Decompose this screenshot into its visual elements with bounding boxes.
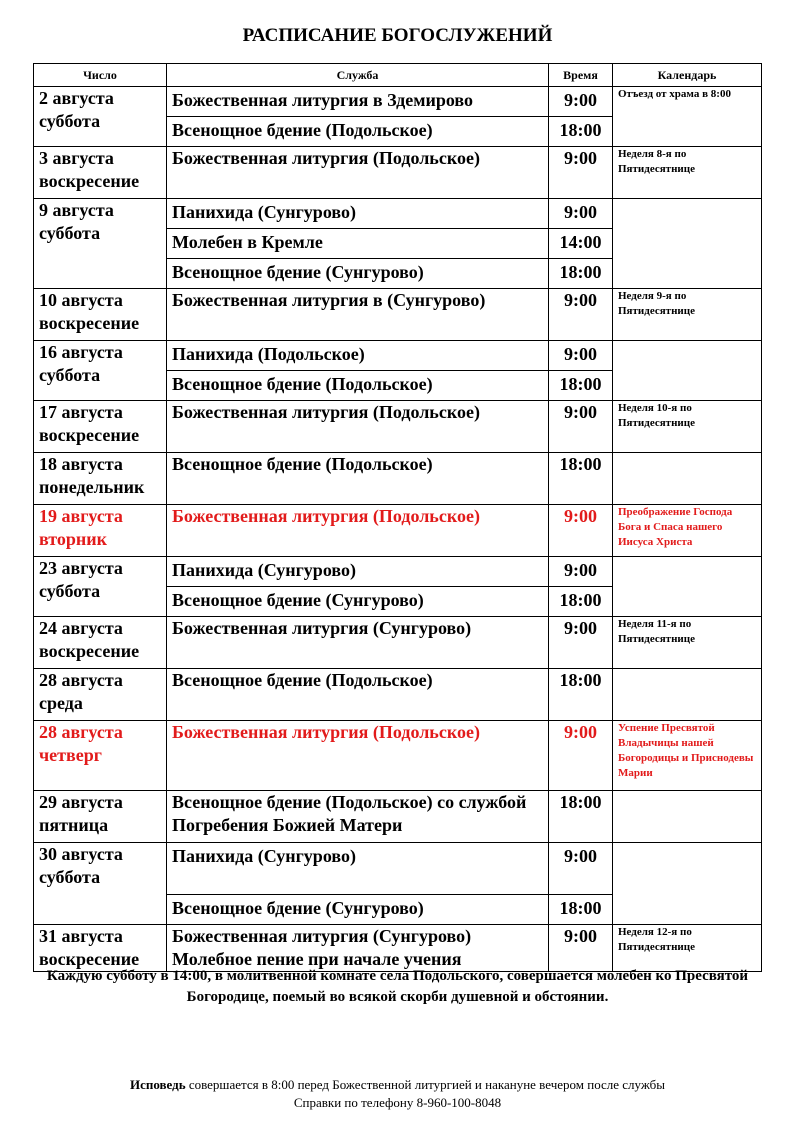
time-cell: 18:00 — [549, 587, 613, 617]
date-cell — [34, 925, 167, 972]
time-cell: 9:00 — [549, 505, 613, 557]
date-label: 24 августа — [39, 618, 123, 638]
time-cell: 9:00 — [549, 925, 613, 972]
confession-text: совершается в 8:00 перед Божественной литургией и накануне вечером после службы — [185, 1077, 666, 1092]
service-cell: Всенощное бдение (Подольское) — [167, 117, 549, 147]
weekday-label: суббота — [39, 581, 101, 601]
footer-note: Каждую субботу в 14:00, в молитвенной комнате села Подольского, совершается молебен ко Пресвятой Богородице, поемый во всякой скорби душевной и обстоянии. — [46, 968, 749, 1005]
calendar-cell: Отъезд от храма в 8:00 — [613, 87, 762, 147]
weekday-label: воскресение — [39, 313, 140, 333]
time-cell: 18:00 — [549, 371, 613, 401]
calendar-cell: Неделя 12-я по Пятидесятнице — [613, 925, 762, 972]
calendar-cell — [613, 791, 762, 843]
time-cell: 18:00 — [549, 669, 613, 721]
time-cell: 18:00 — [549, 259, 613, 289]
weekday-label: понедельник — [39, 477, 145, 497]
calendar-cell — [613, 557, 762, 617]
phone-line: Справки по телефону 8-960-100-8048 — [293, 1095, 502, 1110]
date-cell — [34, 289, 167, 341]
weekday-label: вторник — [39, 529, 108, 549]
time-cell: 14:00 — [549, 229, 613, 259]
calendar-cell — [613, 669, 762, 721]
date-cell — [34, 617, 167, 669]
table-row — [34, 925, 762, 972]
service-cell: Панихида (Сунгурово) — [167, 199, 549, 229]
weekday-label: суббота — [39, 111, 101, 131]
date-label: 28 августа — [39, 670, 123, 690]
date-cell — [34, 791, 167, 843]
weekday-label: среда — [39, 693, 83, 713]
calendar-cell — [613, 199, 762, 289]
date-label: 17 августа — [39, 402, 123, 422]
calendar-cell: Преображение Господа Бога и Спаса нашего Иисуса Христа — [613, 505, 762, 557]
time-cell: 9:00 — [549, 87, 613, 117]
calendar-cell: Неделя 8-я по Пятидесятнице — [613, 147, 762, 199]
time-cell: 18:00 — [549, 453, 613, 505]
service-cell: Божественная литургия (Сунгурово) Молебное пение при начале учения — [167, 925, 549, 972]
weekday-label: четверг — [39, 745, 102, 765]
time-cell: 9:00 — [549, 341, 613, 371]
table-row — [34, 401, 762, 453]
date-label: 2 августа — [39, 88, 114, 108]
time-cell: 9:00 — [549, 401, 613, 453]
calendar-cell — [613, 843, 762, 925]
table-row — [34, 721, 762, 791]
time-cell: 9:00 — [549, 843, 613, 895]
table-row — [34, 791, 762, 843]
service-cell: Всенощное бдение (Подольское) со службой Погребения Божией Матери — [167, 791, 549, 843]
date-label: 19 августа — [39, 506, 123, 526]
service-cell: Божественная литургия (Подольское) — [167, 505, 549, 557]
time-cell: 9:00 — [549, 617, 613, 669]
table-row — [34, 453, 762, 505]
confession-note — [30, 1076, 765, 1094]
calendar-cell: Неделя 10-я по Пятидесятнице — [613, 401, 762, 453]
header-date: Число — [34, 64, 167, 87]
service-cell: Всенощное бдение (Подольское) — [167, 371, 549, 401]
time-cell: 9:00 — [549, 289, 613, 341]
service-cell: Панихида (Сунгурово) — [167, 843, 549, 895]
calendar-cell — [613, 453, 762, 505]
service-cell: Божественная литургия (Подольское) — [167, 147, 549, 199]
time-cell: 9:00 — [549, 557, 613, 587]
weekday-label: суббота — [39, 867, 101, 887]
date-cell — [34, 199, 167, 289]
date-label: 9 августа — [39, 200, 114, 220]
date-cell — [34, 557, 167, 617]
date-label: 29 августа — [39, 792, 123, 812]
table-row — [34, 147, 762, 199]
header-service: Служба — [167, 64, 549, 87]
service-cell: Всенощное бдение (Сунгурово) — [167, 587, 549, 617]
table-row — [34, 341, 762, 371]
service-cell: Божественная литургия (Подольское) — [167, 401, 549, 453]
calendar-cell — [613, 341, 762, 401]
weekday-label: воскресение — [39, 641, 140, 661]
table-row — [34, 557, 762, 587]
service-cell: Всенощное бдение (Сунгурово) — [167, 895, 549, 925]
weekday-label: воскресение — [39, 949, 140, 969]
table-row — [34, 617, 762, 669]
weekday-label: пятница — [39, 815, 109, 835]
page-title: РАСПИСАНИЕ БОГОСЛУЖЕНИЙ — [242, 25, 553, 46]
header-time: Время — [549, 64, 613, 87]
weekday-label: воскресение — [39, 171, 140, 191]
date-cell — [34, 453, 167, 505]
date-label: 3 августа — [39, 148, 114, 168]
schedule-table — [33, 63, 762, 972]
header-calendar: Календарь — [613, 64, 762, 87]
calendar-cell: Успение Пресвятой Владычицы нашей Богородицы и Приснодевы Марии — [613, 721, 762, 791]
date-cell — [34, 401, 167, 453]
date-label: 28 августа — [39, 722, 123, 742]
date-cell — [34, 669, 167, 721]
service-cell: Панихида (Сунгурово) — [167, 557, 549, 587]
weekday-label: воскресение — [39, 425, 140, 445]
date-label: 30 августа — [39, 844, 123, 864]
date-label: 10 августа — [39, 290, 123, 310]
table-row — [34, 87, 762, 117]
time-cell: 9:00 — [549, 199, 613, 229]
service-cell: Панихида (Подольское) — [167, 341, 549, 371]
date-label: 16 августа — [39, 342, 123, 362]
date-cell — [34, 147, 167, 199]
service-cell: Божественная литургия (Подольское) — [167, 721, 549, 791]
time-cell: 18:00 — [549, 791, 613, 843]
time-cell: 18:00 — [549, 895, 613, 925]
calendar-cell: Неделя 11-я по Пятидесятнице — [613, 617, 762, 669]
weekday-label: суббота — [39, 223, 101, 243]
table-header-row — [34, 64, 762, 87]
date-cell — [34, 505, 167, 557]
time-cell: 9:00 — [549, 721, 613, 791]
table-row — [34, 289, 762, 341]
date-label: 31 августа — [39, 926, 123, 946]
service-cell: Божественная литургия (Сунгурово) — [167, 617, 549, 669]
time-cell: 18:00 — [549, 117, 613, 147]
calendar-cell: Неделя 9-я по Пятидесятнице — [613, 289, 762, 341]
schedule-body — [34, 87, 762, 972]
date-label: 23 августа — [39, 558, 123, 578]
table-row — [34, 199, 762, 229]
service-cell: Всенощное бдение (Подольское) — [167, 453, 549, 505]
table-row — [34, 843, 762, 895]
service-cell: Божественная литургия в Здемирово — [167, 87, 549, 117]
service-cell: Всенощное бдение (Подольское) — [167, 669, 549, 721]
weekday-label: суббота — [39, 365, 101, 385]
service-cell: Божественная литургия в (Сунгурово) — [167, 289, 549, 341]
date-cell — [34, 721, 167, 791]
table-row — [34, 669, 762, 721]
date-cell — [34, 87, 167, 147]
service-cell: Молебен в Кремле — [167, 229, 549, 259]
date-label: 18 августа — [39, 454, 123, 474]
service-cell: Всенощное бдение (Сунгурово) — [167, 259, 549, 289]
confession-label: Исповедь — [129, 1077, 186, 1092]
date-cell — [34, 341, 167, 401]
date-cell — [34, 843, 167, 925]
table-row — [34, 505, 762, 557]
time-cell: 9:00 — [549, 147, 613, 199]
